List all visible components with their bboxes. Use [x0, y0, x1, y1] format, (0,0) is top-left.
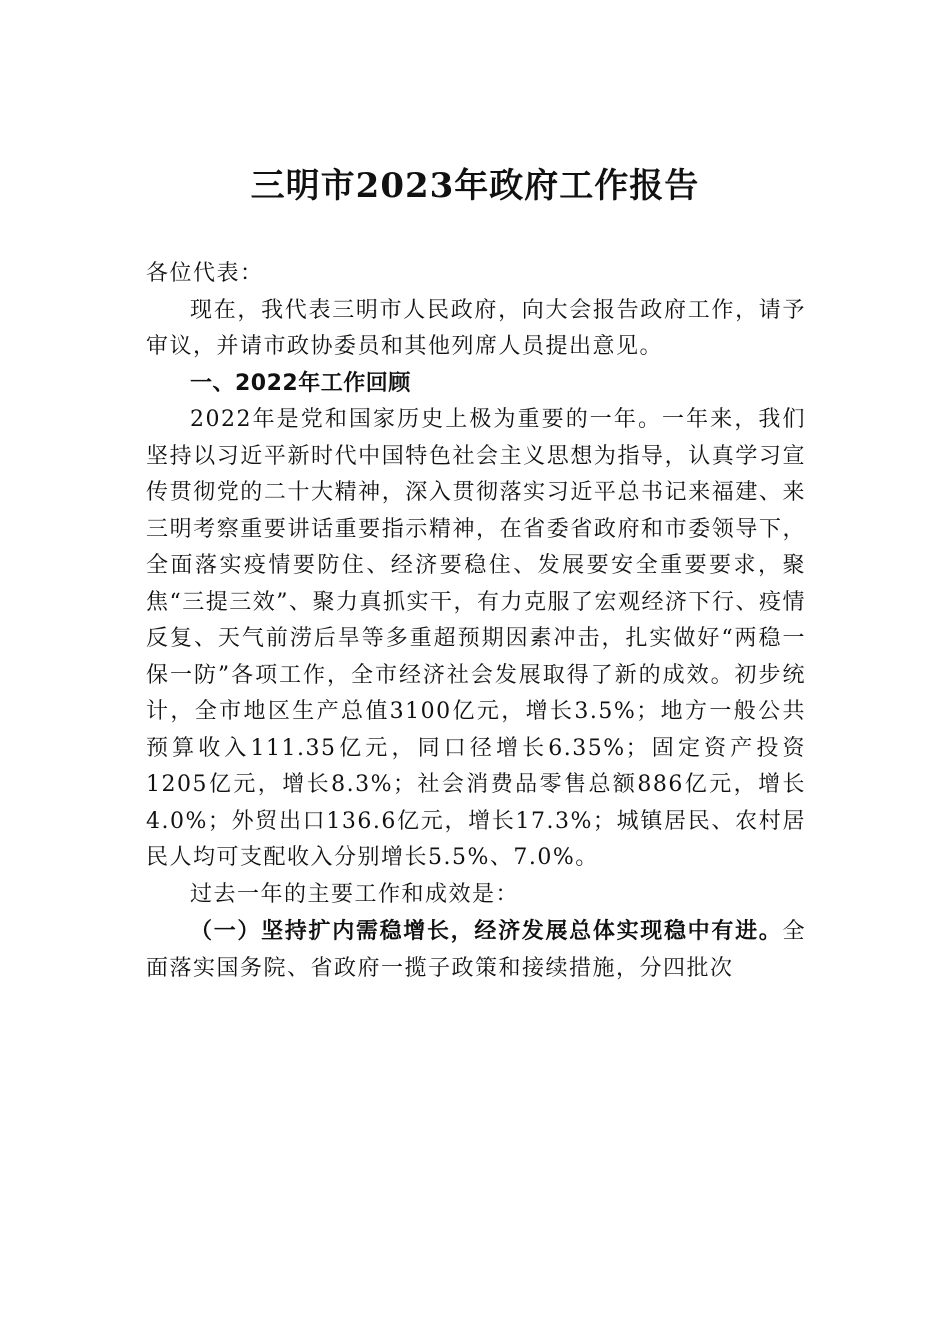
- subsection-paragraph: [146, 913, 806, 987]
- achievements-intro: 过去一年的主要工作和成效是：: [190, 881, 520, 907]
- subsection-heading: （一）坚持扩内需稳增长，经济发展总体实现稳中有进。: [190, 918, 783, 944]
- review-paragraph: 2022年是党和国家历史上极为重要的一年。一年来，我们坚持以习近平新时代中国特色社会主义思想为指导，认真学习宣传贯彻党的二十大精神，深入贯彻落实习近平总书记来福建、来三明考察重要讲话重要指示精神，在省委省政府和市委领导下，全面落实疫情要防住、经济要稳住、发展要安全重要要求，聚焦“三提三效”、聚力真抓实干，有力克服了宏观经济下行、疫情反复、天气前涝后旱等多重超预期因素冲击，扎实做好“两稳一保一防”各项工作，全市经济社会发展取得了新的成效。初步统计，全市地区生产总值3100亿元，增长3.5%；地方一般公共预算收入111.35亿元，同口径增长6.35%；固定资产投资1205亿元，增长8.3%；社会消费品零售总额886亿元，增长4.0%；外贸出口136.6亿元，增长17.3%；城镇居民、农村居民人均可支配收入分别增长5.5%、7.0%。: [146, 407, 806, 870]
- document-body: [146, 256, 806, 987]
- intro-paragraph: 现在，我代表三明市人民政府，向大会报告政府工作，请予审议，并请市政协委员和其他列席人员提出意见。: [146, 297, 806, 359]
- document-title: 三明市2023年政府工作报告: [250, 166, 700, 206]
- subsection-text: 全面落实国务院、省政府一揽子政策和接续措施，分四批次: [146, 919, 806, 981]
- salutation: 各位代表：: [146, 261, 264, 286]
- section-heading: 一、2022年工作回顾: [190, 370, 411, 396]
